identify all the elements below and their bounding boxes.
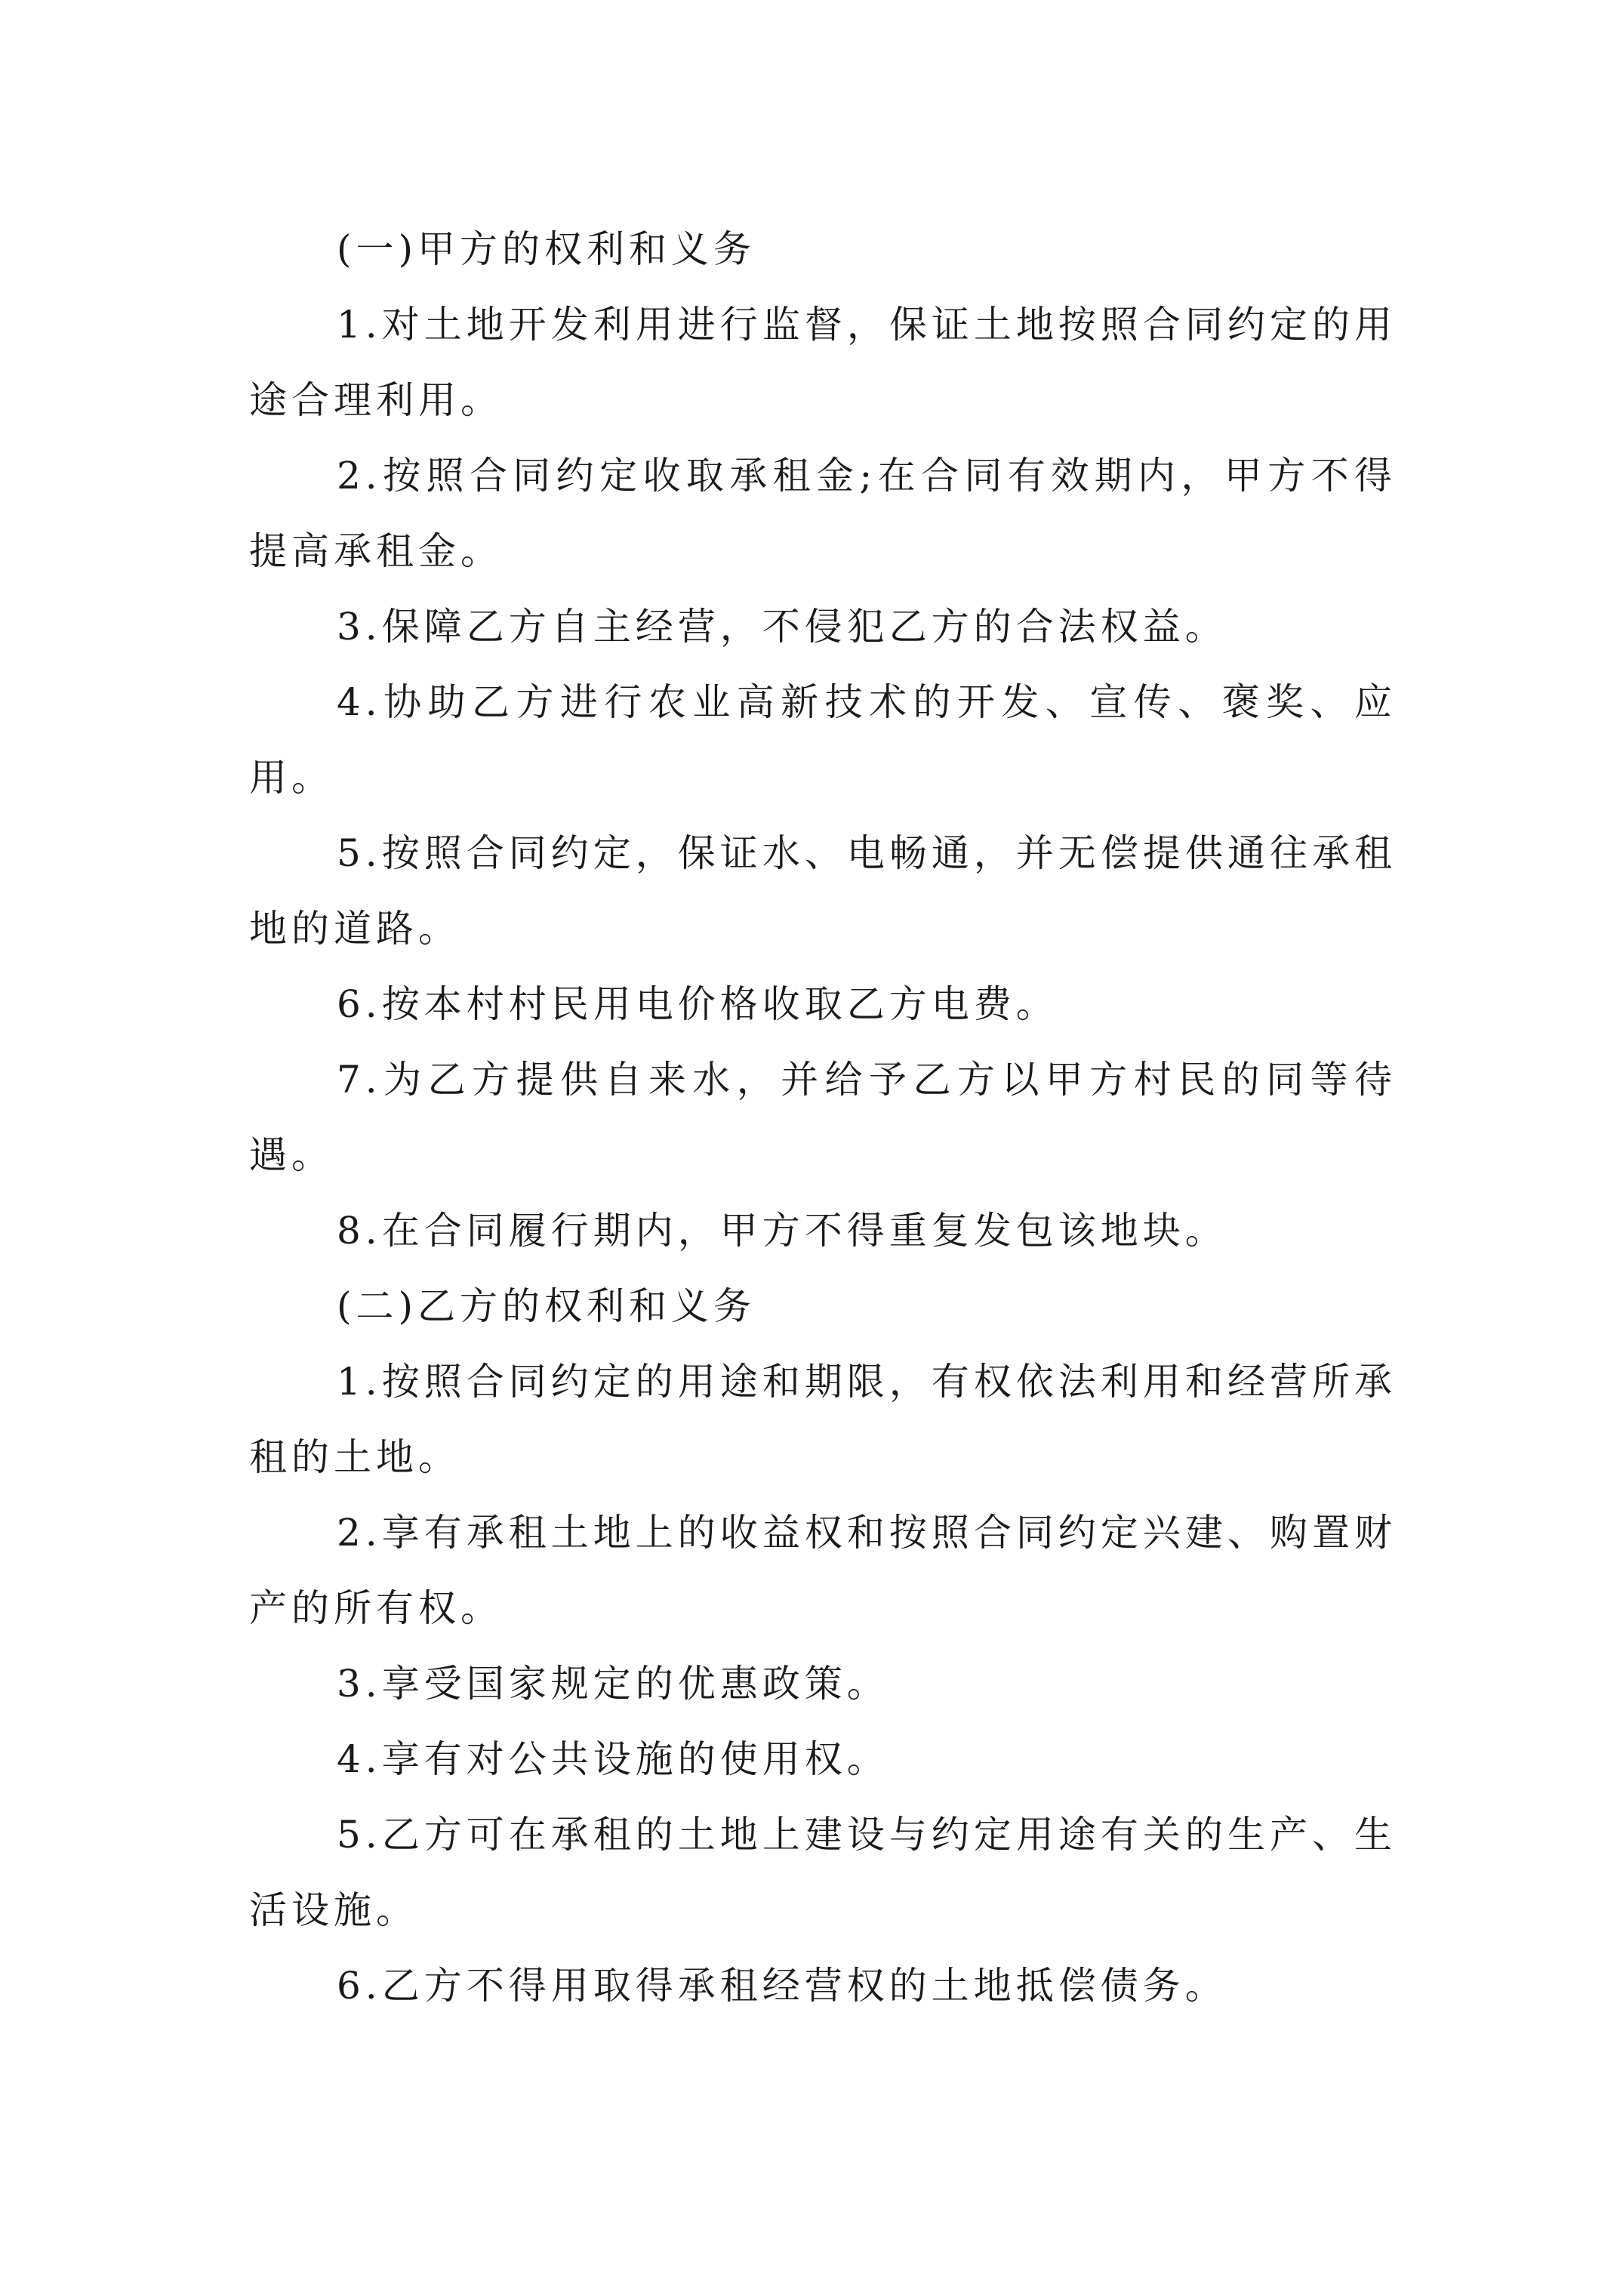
section-heading-party-b: (二)乙方的权利和义务 [337,1284,756,1328]
section-heading-party-a: (一)甲方的权利和义务 [337,227,756,271]
paragraph-a6: 6.按本村村民用电价格收取乙方电费。 [337,982,1058,1026]
paragraph-b2: 2.享有承租土地上的收益权和按照合同约定兴建、购置财产的所有权。 [249,1511,1397,1630]
paragraph-a1: 1.对土地开发利用进行监督，保证土地按照合同约定的用途合理利用。 [249,303,1397,422]
paragraph-a2: 2.按照合同约定收取承租金;在合同有效期内，甲方不得提高承租金。 [249,454,1397,573]
paragraph-b5: 5.乙方可在承租的土地上建设与约定用途有关的生产、生活设施。 [249,1813,1397,1932]
paragraph-b1: 1.按照合同约定的用途和期限，有权依法利用和经营所承租的土地。 [249,1360,1397,1479]
paragraph-a5: 5.按照合同约定，保证水、电畅通，并无偿提供通往承租地的道路。 [249,831,1397,951]
paragraph-b6: 6.乙方不得用取得承租经营权的土地抵偿债务。 [337,1964,1227,2008]
paragraph-a3: 3.保障乙方自主经营，不侵犯乙方的合法权益。 [337,605,1227,649]
paragraph-a8: 8.在合同履行期内，甲方不得重复发包该地块。 [337,1209,1227,1253]
paragraph-b3: 3.享受国家规定的优惠政策。 [337,1662,889,1706]
paragraph-a7: 7.为乙方提供自来水，并给予乙方以甲方村民的同等待遇。 [249,1058,1397,1177]
paragraph-a4: 4.协助乙方进行农业高新技术的开发、宣传、褒奖、应用。 [249,680,1397,800]
document-body [249,211,1397,2023]
paragraph-b4: 4.享有对公共设施的使用权。 [337,1737,889,1781]
